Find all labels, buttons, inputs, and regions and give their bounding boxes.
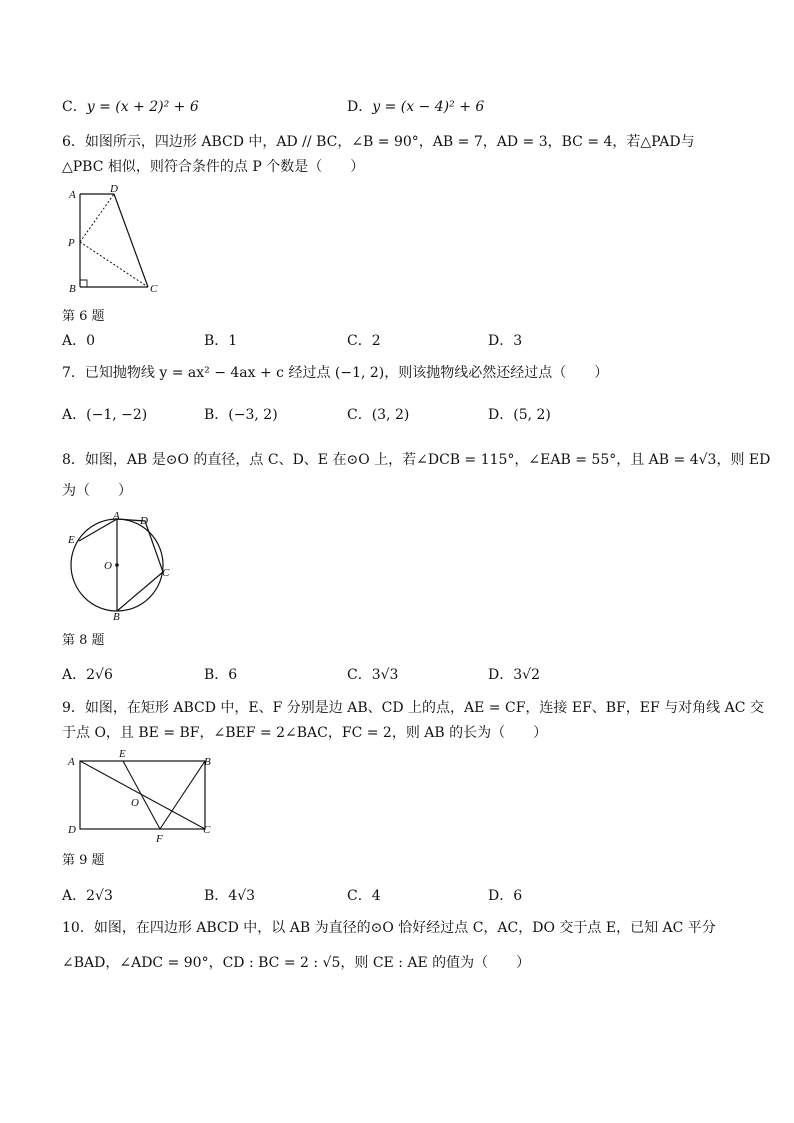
q7-option-b: B．(−3, 2): [204, 407, 278, 423]
q6-option-b: B．1: [204, 333, 238, 349]
q8-option-b: B．6: [204, 667, 238, 683]
q9-label-e: E: [119, 748, 126, 760]
q8-label-e: E: [68, 534, 75, 546]
q8-stem-line1: 8．如图，AB 是⊙O 的直径，点 C、D、E 在⊙O 上，若∠DCB = 115°，∠EAB = 55°，且 AB = 4√3，则 ED: [62, 452, 771, 468]
q7-option-d: D．(5, 2): [488, 407, 551, 423]
q8-figure: [62, 508, 182, 620]
q10-stem-line1: 10．如图，在四边形 ABCD 中，以 AB 为直径的⊙O 恰好经过点 C，AC，DO 交于点 E，已知 AC 平分: [62, 920, 716, 936]
q6-stem-line2: △PBC 相似，则符合条件的点 P 个数是（ ）: [62, 159, 365, 175]
q9-option-b: B．4√3: [204, 888, 256, 904]
q9-option-c: C．4: [347, 888, 381, 904]
q9-label-b: B: [204, 756, 211, 768]
q9-label-c: C: [203, 824, 211, 836]
q9-option-d: D．6: [488, 888, 523, 904]
q8-stem-line2: 为（ ）: [62, 483, 132, 499]
q7-option-c: C．(3, 2): [347, 407, 410, 423]
q8-label-a: A: [113, 510, 120, 522]
q7-option-a: A．(−1, −2): [62, 407, 148, 423]
q8-caption: 第 8 题: [62, 633, 105, 648]
q8-label-c: C: [162, 567, 170, 579]
q9-label-o: O: [131, 797, 139, 809]
q8-option-d: D．3√2: [488, 667, 540, 683]
q6-option-d: D．3: [488, 333, 523, 349]
q9-stem-line2: 于点 O，且 BE = BF，∠BEF = 2∠BAC，FC = 2，则 AB 的长为（ ）: [62, 725, 548, 741]
q8-label-o: O: [104, 560, 112, 572]
q9-label-a: A: [68, 756, 75, 768]
q9-figure: [62, 746, 222, 846]
q6-label-c: C: [150, 283, 158, 295]
q5-option-d: D．y = (x − 4)² + 6: [347, 99, 485, 115]
q6-figure: [62, 184, 172, 296]
q6-label-p: P: [68, 237, 75, 249]
q7-stem-line1: 7．已知抛物线 y = ax² − 4ax + c 经过点 (−1, 2)，则该抛物线必然还经过点（ ）: [62, 365, 609, 381]
q8-label-b: B: [113, 611, 120, 620]
q9-caption: 第 9 题: [62, 853, 105, 868]
q9-label-d: D: [68, 824, 76, 836]
q9-option-a: A．2√3: [62, 888, 113, 904]
q6-label-a: A: [69, 189, 76, 201]
q5-option-c: C．y = (x + 2)² + 6: [62, 99, 199, 115]
q8-option-a: A．2√6: [62, 667, 113, 683]
q6-label-b: B: [69, 283, 76, 295]
q9-label-f: F: [156, 833, 163, 845]
q10-stem-line2: ∠BAD，∠ADC = 90°，CD : BC = 2 : √5，则 CE : AE 的值为（ ）: [62, 955, 531, 971]
q6-label-d: D: [110, 184, 118, 195]
q8-label-d: D: [140, 515, 148, 527]
q6-option-a: A．0: [62, 333, 96, 349]
q6-option-c: C．2: [347, 333, 381, 349]
q8-option-c: C．3√3: [347, 667, 399, 683]
q9-stem-line1: 9．如图，在矩形 ABCD 中，E、F 分别是边 AB、CD 上的点，AE = CF，连接 EF、BF，EF 与对角线 AC 交: [62, 700, 764, 716]
q6-stem-line1: 6．如图所示，四边形 ABCD 中，AD // BC，∠B = 90°，AB = 7，AD = 3，BC = 4，若△PAD与: [62, 134, 695, 150]
q6-caption: 第 6 题: [62, 309, 105, 324]
